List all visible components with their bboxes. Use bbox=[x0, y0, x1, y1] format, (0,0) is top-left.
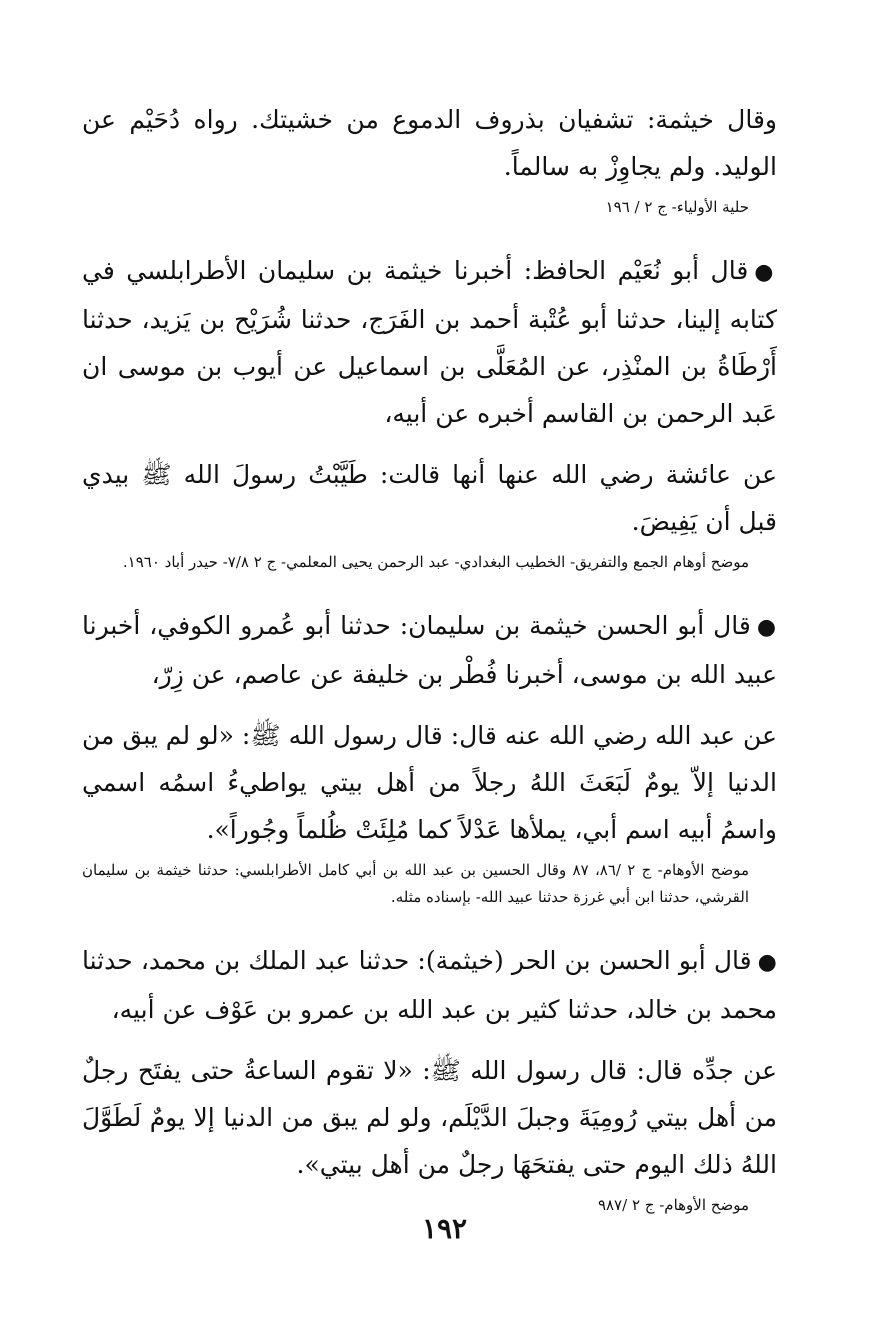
bullet-marker: ● bbox=[757, 950, 777, 975]
paragraph-text: عن عبد الله رضي الله عنه قال: قال رسول الله ﷺ: «لو لم يبق من الدنيا إلاّ يومٌ لَبَعَثَ اللهُ رجلاً من أهل بيتي يواطيءُ اسمُه اسمي واسمُ أبيه اسم أبي، يملأها عَدْلاً كما مُلِئَتْ ظُلماً وجُوراً». bbox=[82, 721, 777, 844]
hadith-chain-paragraph bbox=[82, 602, 777, 698]
bullet-marker: ● bbox=[754, 260, 777, 285]
paragraph-text: وقال خيثمة: تشفيان بذروف الدموع من خشيتك. رواه دُحَيْم عن الوليد. ولم يجاوِزْ به سالماً. bbox=[82, 105, 777, 181]
bullet-marker: ● bbox=[756, 615, 777, 640]
hadith-chain-paragraph bbox=[82, 937, 777, 1033]
source-citation: موضح الأوهام- ج ٢ /٨٦، ٨٧ وقال الحسين بن عبد الله بن أبي كامل الأطرابلسي: حدثنا خيثمة بن سليمان القرشي، حدثنا ابن أبي غرزة حدثنا عبيد الله- بإسناده مثله. bbox=[82, 861, 749, 906]
source-citation: موضح أوهام الجمع والتفريق- الخطيب البغدادي- عبد الرحمن يحيى المعلمي- ج ٢ ٧/٨- حيدر أباد ١٩٦٠. bbox=[122, 553, 749, 571]
hadith-text-paragraph bbox=[82, 712, 777, 853]
hadith-text-paragraph bbox=[82, 451, 777, 545]
paragraph-text: قال أبو الحسن بن الحر (خيثمة): حدثنا عبد الملك بن محمد، حدثنا محمد بن خالد، حدثنا كثير بن عبد الله بن عمرو بن عَوْف عن أبيه، bbox=[82, 946, 777, 1024]
hadith-chain-paragraph bbox=[82, 247, 777, 437]
paragraph-text: عن عائشة رضي الله عنها أنها قالت: طَيَّبْتُ رسولَ الله ﷺ بيدي قبل أن يَفِيضَ. bbox=[82, 460, 777, 536]
page-number: ١٩٢ bbox=[421, 1212, 468, 1245]
source-citation: موضح الأوهام- ج ٢ /٩٨٧ bbox=[597, 1196, 749, 1214]
page-body bbox=[82, 96, 777, 1219]
paragraph-khaythama-quote bbox=[82, 96, 777, 190]
source-citation: حلية الأولياء- ج ٢ / ١٩٦ bbox=[605, 198, 749, 216]
paragraph-text: قال أبو الحسن خيثمة بن سليمان: حدثنا أبو عُمرو الكوفي، أخبرنا عبيد الله بن موسى، أخبرنا فُطْر بن خليفة عن عاصم، عن زِرّ، bbox=[82, 611, 777, 689]
paragraph-text: قال أبو نُعَيْم الحافظ: أخبرنا خيثمة بن سليمان الأطرابلسي في كتابه إلينا، حدثنا أبو عُتْبة أحمد بن الفَرَج، حدثنا شُرَيْح بن يَزيد، حدثنا أَرْطَاةُ بن المنْذِر، عن المُعَلَّى بن اسماعيل عن أيوب بن موسى ان عَبد الرحمن بن القاسم أخبره عن أبيه، bbox=[82, 256, 777, 428]
hadith-text-paragraph bbox=[82, 1047, 777, 1188]
paragraph-text: عن جدِّه قال: قال رسول الله ﷺ: «لا تقوم الساعةُ حتى يفتَح رجلٌ من أهل بيتي رُومِيَةَ وجبلَ الدَّيْلَم، ولو لم يبق من الدنيا إلا يومٌ لَطَوَّلَ اللهُ ذلك اليوم حتى يفتحَهَا رجلٌ من أهل بيتي». bbox=[82, 1056, 777, 1179]
